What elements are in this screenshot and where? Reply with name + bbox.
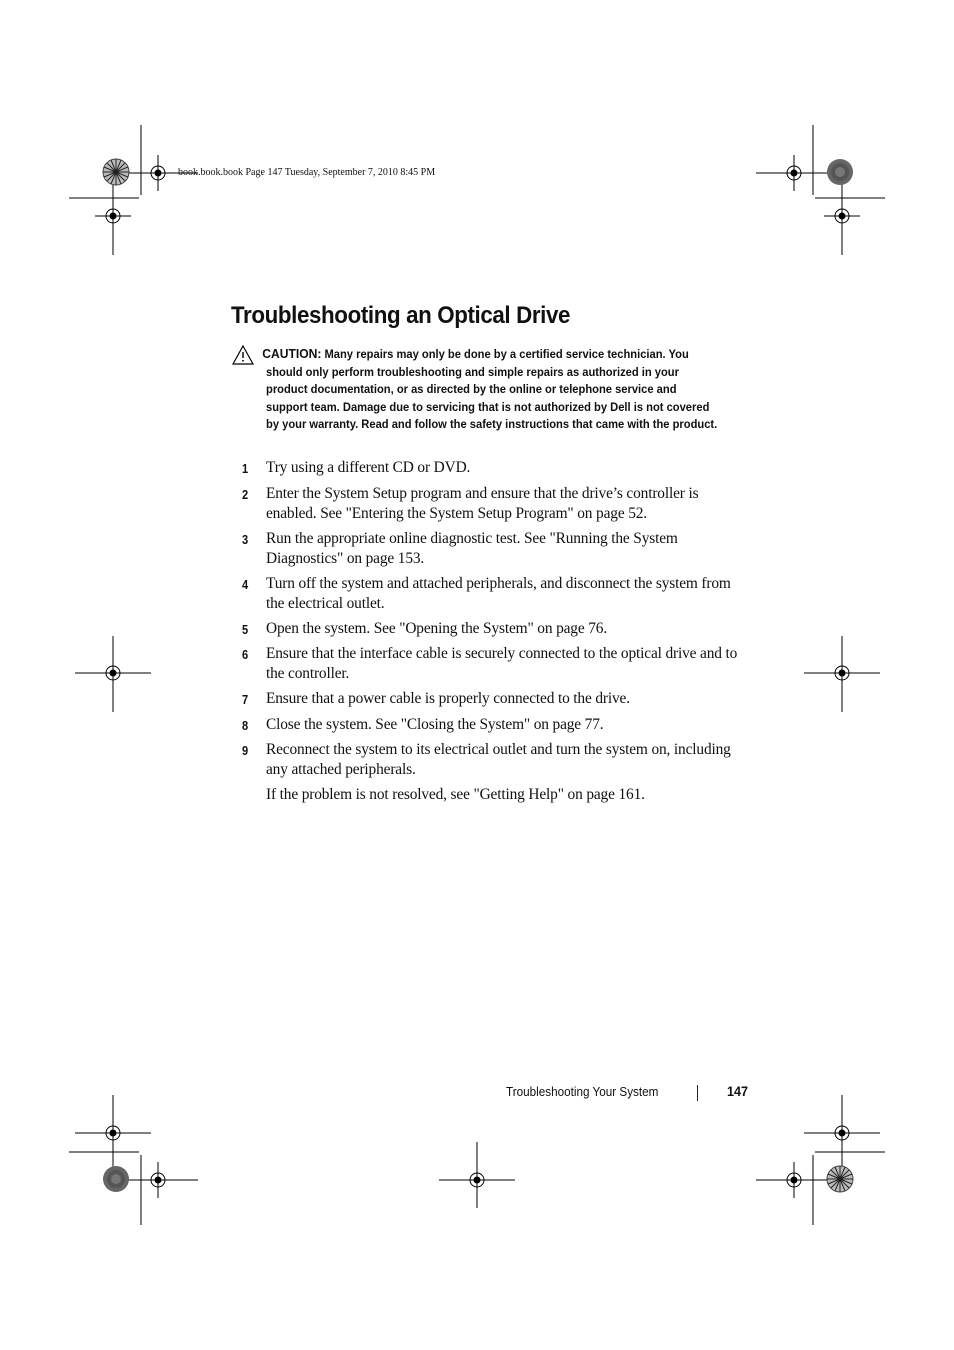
follow-up-note: If the problem is not resolved, see "Getting Help" on page 161.: [266, 786, 645, 803]
step-number: 2: [242, 487, 249, 502]
step-number: 9: [242, 743, 249, 758]
footer-divider: [697, 1085, 698, 1101]
step-text: Run the appropriate online diagnostic test. See "Running the System Diagnostics" on page 153.: [266, 530, 678, 567]
step-number: 7: [242, 692, 249, 707]
step-number: 1: [242, 461, 249, 476]
page-number: 147: [727, 1083, 749, 1099]
step-number: 8: [242, 718, 249, 733]
caution-label: CAUTION:: [262, 346, 322, 361]
step-number: 4: [242, 577, 249, 592]
step-text: Open the system. See "Opening the System" on page 76.: [266, 620, 608, 637]
step-text: Ensure that the interface cable is securely connected to the optical drive and to the controller.: [266, 645, 738, 682]
step-text: Try using a different CD or DVD.: [266, 459, 471, 476]
step-text: Enter the System Setup program and ensure that the drive’s controller is enabled. See "Entering the System Setup Program" on page 52.: [266, 485, 699, 522]
section-title: Troubleshooting an Optical Drive: [231, 302, 571, 329]
step-text: Ensure that a power cable is properly connected to the drive.: [266, 690, 630, 707]
print-slug: book.book.book Page 147 Tuesday, September 7, 2010 8:45 PM: [178, 167, 436, 178]
step-text: Reconnect the system to its electrical outlet and turn the system on, including any attached peripherals.: [266, 741, 731, 778]
footer-section-title: Troubleshooting Your System: [506, 1084, 659, 1099]
step-number: 3: [242, 532, 249, 547]
step-number: 5: [242, 622, 249, 637]
gray-target-icon: [826, 158, 854, 186]
starburst-target-icon: [102, 158, 130, 186]
caution-triangle-icon: [232, 345, 254, 365]
step-text: Turn off the system and attached peripherals, and disconnect the system from the electrical outlet.: [266, 575, 731, 612]
caution-text: Many repairs may only be done by a certified service technician. You should only perform troubleshooting and simple repairs as authorized in your product documentation, or as directed by the online or telephone service and support team. Damage due to servicing that is not authorized by Dell is not covered by your warranty. Read and follow the safety instructions that came with the product.: [266, 347, 718, 432]
step-text: Close the system. See "Closing the System" on page 77.: [266, 716, 604, 733]
starburst-target-icon: [826, 1165, 854, 1193]
caution-notice: [262, 345, 718, 434]
gray-target-icon: [102, 1165, 130, 1193]
step-number: 6: [242, 647, 249, 662]
